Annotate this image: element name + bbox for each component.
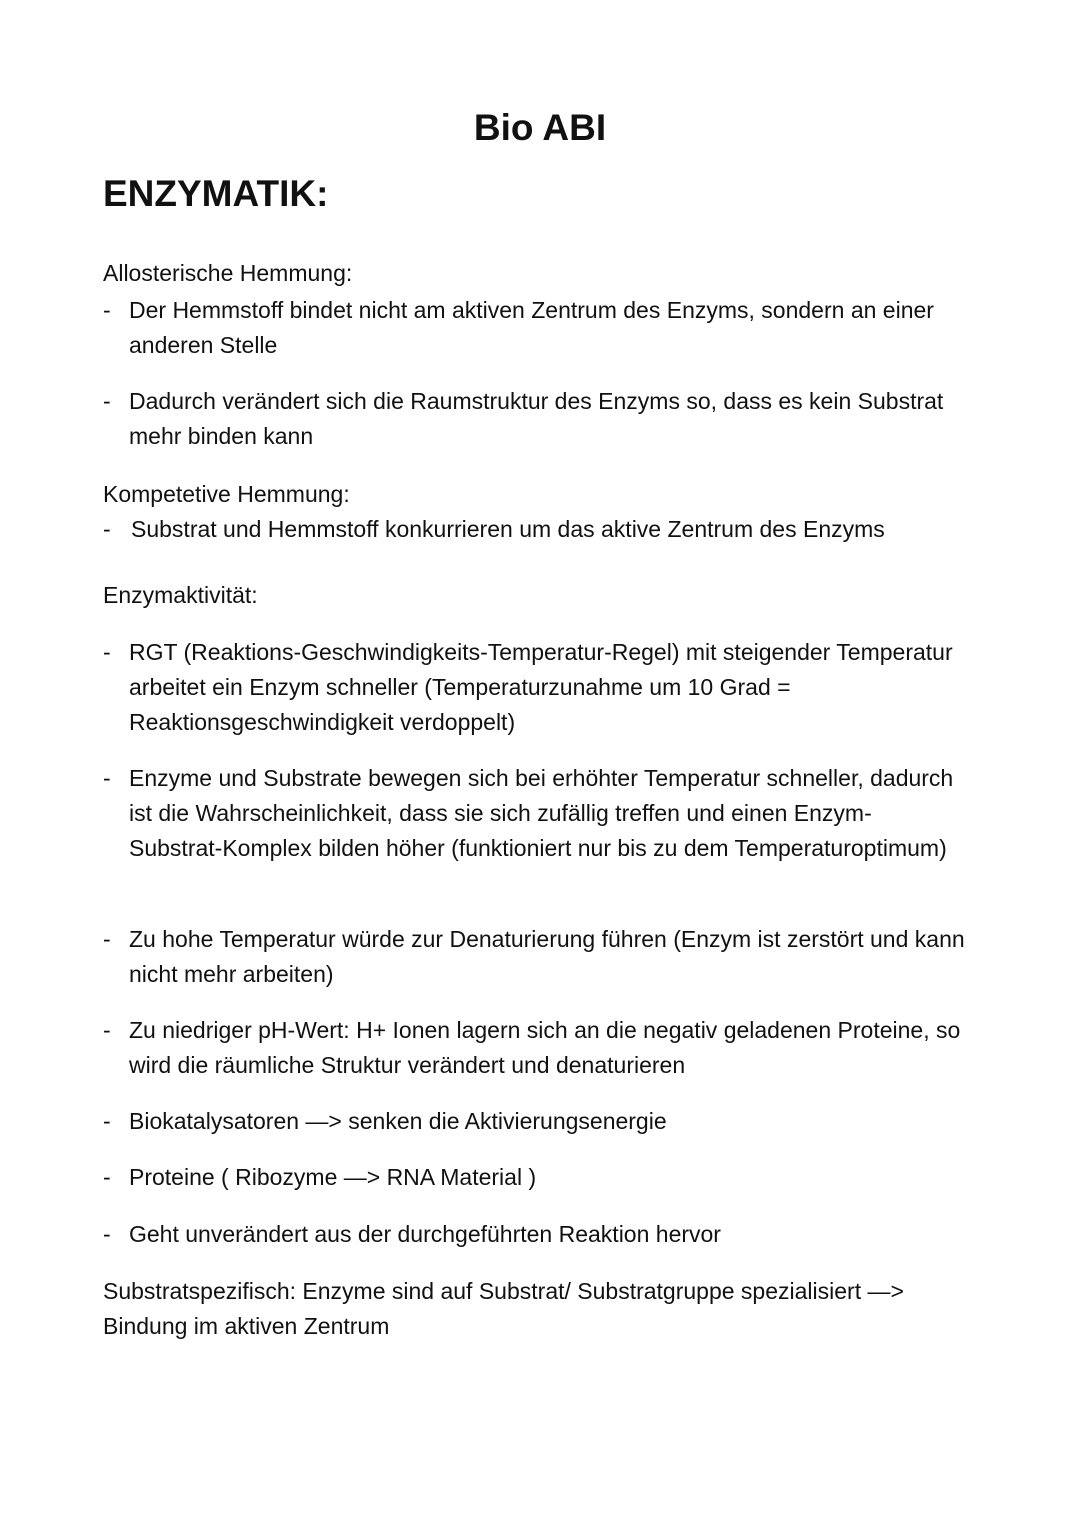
specificity-definition: : Enzyme sind auf Substrat/ Substratgruppe spezialisiert —> Bindung im aktiven Zentrum <box>103 1278 904 1339</box>
activity-heading: Enzymaktivität: <box>103 582 258 608</box>
list-item <box>103 293 983 363</box>
bullet-dash: - <box>103 1017 111 1043</box>
bullet-text: Biokatalysatoren —> senken die Aktivierungsenergie <box>129 1108 667 1134</box>
list-item <box>103 1013 993 1083</box>
bullet-text: Substrat und Hemmstoff konkurrieren um das aktive Zentrum des Enzyms <box>131 516 885 542</box>
bullet-text: Dadurch verändert sich die Raumstruktur des Enzyms so, dass es kein Substrat mehr binden kann <box>129 388 944 449</box>
bullet-text: Zu niedriger pH-Wert: H+ Ionen lagern sich an die negativ geladenen Proteine, so wird die räumliche Struktur verändert und denaturieren <box>129 1017 961 1078</box>
bullet-dash: - <box>103 765 111 791</box>
allosteric-heading: Allosterische Hemmung: <box>103 260 353 286</box>
bullet-dash: - <box>103 297 111 323</box>
bullet-dash: - <box>103 388 111 414</box>
bullet-dash: - <box>103 1108 111 1134</box>
bullet-dash: - <box>103 1164 111 1190</box>
bullet-dash: - <box>103 516 111 542</box>
list-item <box>103 1217 983 1252</box>
bullet-text: Geht unverändert aus der durchgeführten Reaktion hervor <box>129 1221 721 1247</box>
list-item <box>103 922 983 992</box>
list-item <box>103 635 963 740</box>
bullet-dash: - <box>103 639 111 665</box>
list-item <box>103 512 1003 547</box>
list-item <box>103 761 963 866</box>
document-title: Bio ABI <box>473 107 607 148</box>
list-item <box>103 1104 983 1139</box>
bullet-text: Enzyme und Substrate bewegen sich bei erhöhter Temperatur schneller, dadurch ist die Wahrscheinlichkeit, dass sie sich zufällig treffen und einen Enzym-Substrat-Komplex bilden höher (funktioniert nur bis zu dem Temperaturoptimum) <box>129 765 954 861</box>
list-item <box>103 384 983 454</box>
bullet-text: RGT (Reaktions-Geschwindigkeits-Temperatur-Regel) mit steigender Temperatur arbeitet ein Enzym schneller (Temperaturzunahme um 10 Grad = Reaktionsgeschwindigkeit verdoppelt) <box>129 639 953 735</box>
bullet-dash: - <box>103 1221 111 1247</box>
list-item <box>103 1160 983 1195</box>
specificity-term: Substratspezifisch <box>103 1278 290 1304</box>
bullet-text: Der Hemmstoff bindet nicht am aktiven Zentrum des Enzyms, sondern an einer anderen Stelle <box>129 297 934 358</box>
bullet-text: Proteine ( Ribozyme —> RNA Material ) <box>129 1164 537 1190</box>
bullet-text: Zu hohe Temperatur würde zur Denaturierung führen (Enzym ist zerstört und kann nicht mehr arbeiten) <box>129 926 965 987</box>
section-heading: ENZYMATIK: <box>103 173 329 214</box>
competitive-heading: Kompetetive Hemmung: <box>103 481 350 507</box>
specificity-paragraph <box>103 1274 983 1344</box>
bullet-dash: - <box>103 926 111 952</box>
